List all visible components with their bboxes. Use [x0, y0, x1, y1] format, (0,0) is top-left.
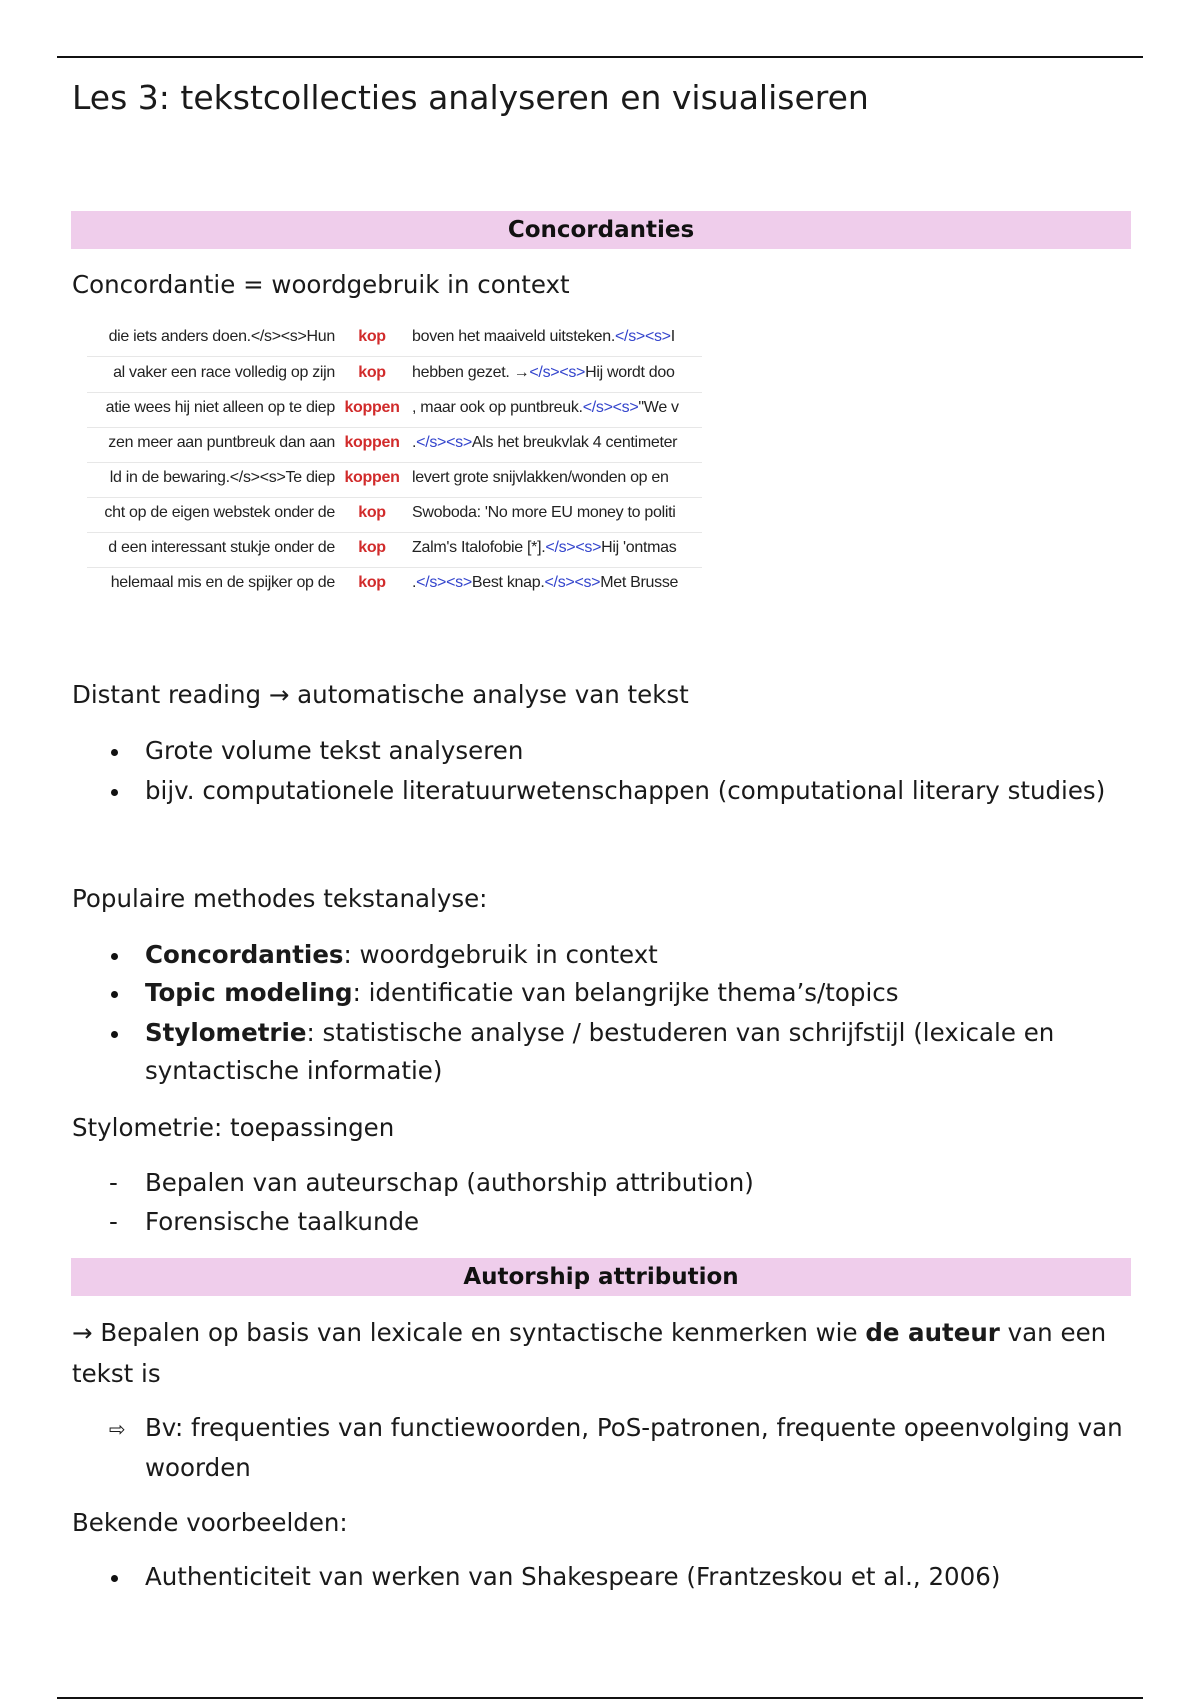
concordance-keyword: koppen — [344, 399, 400, 416]
attribution-text: → Bepalen op basis van lexicale en syntactische kenmerken wie — [72, 1318, 866, 1347]
bullet-icon — [111, 991, 118, 998]
concordance-right-context: hebben gezet. →</s><s>Hij wordt doo — [412, 364, 675, 381]
list-item — [109, 1018, 1055, 1047]
list-item — [109, 1562, 1001, 1591]
concordance-keyword: kop — [358, 539, 386, 556]
list-item — [109, 1207, 420, 1236]
concordance-row — [87, 320, 702, 357]
bullet-icon — [111, 789, 118, 796]
concordance-row — [87, 496, 702, 533]
concordance-keyword: kop — [358, 328, 386, 345]
method-description: : statistische analyse / bestuderen van schrijfstijl (lexicale en — [306, 1018, 1055, 1047]
method-description: : woordgebruik in context — [343, 940, 658, 969]
distant-reading-term: Distant reading — [72, 680, 262, 709]
sub-item — [109, 1413, 1123, 1442]
concordance-definition: Concordantie = woordgebruik in context — [72, 270, 570, 299]
section-banner-attribution: Autorship attribution — [71, 1258, 1131, 1296]
dash-icon: - — [109, 1207, 118, 1236]
list-item-text: Grote volume tekst analyseren — [145, 736, 524, 765]
bottom-rule — [57, 1697, 1143, 1699]
section-banner-concordanties: Concordanties — [71, 211, 1131, 249]
list-item — [109, 1168, 754, 1197]
list-item-text: Authenticiteit van werken van Shakespeare (Frantzeskou et al., 2006) — [145, 1562, 1001, 1591]
concordance-right-context: .</s><s>Als het breukvlak 4 centimeter — [412, 434, 678, 451]
list-item — [109, 978, 899, 1007]
concordance-right-context: Swoboda: 'No more EU money to politi — [412, 504, 676, 521]
attribution-definition-continued: tekst is — [72, 1359, 161, 1388]
method-term: Stylometrie — [145, 1018, 307, 1047]
bullet-icon — [111, 1575, 118, 1582]
concordance-keyword: koppen — [344, 434, 400, 451]
concordance-keyword: kop — [358, 504, 386, 521]
distant-reading-line — [72, 680, 689, 709]
concordance-right-context: , maar ook op puntbreuk.</s><s>"We v — [412, 399, 679, 416]
concordance-keyword: kop — [358, 574, 386, 591]
examples-heading: Bekende voorbeelden: — [72, 1508, 348, 1537]
concordance-left-context: ld in de bewaring.</s><s>Te diep — [109, 469, 335, 486]
concordance-left-context: helemaal mis en de spijker op de — [110, 574, 335, 591]
concordance-right-context: boven het maaiveld uitsteken.</s><s>I — [412, 328, 675, 345]
concordance-left-context: d een interessant stukje onder de — [108, 539, 335, 556]
concordance-right-context: levert grote snijvlakken/wonden op en — [412, 469, 669, 486]
concordance-right-context: .</s><s>Best knap.</s><s>Met Brusse — [412, 574, 679, 591]
method-term: Topic modeling — [145, 978, 353, 1007]
concordance-row — [87, 356, 702, 393]
sub-item-text-continued: woorden — [145, 1453, 251, 1482]
method-description: : identificatie van belangrijke thema’s/topics — [352, 978, 899, 1007]
bullet-icon — [111, 953, 118, 960]
stylometrie-heading: Stylometrie: toepassingen — [72, 1113, 395, 1142]
concordance-row — [87, 461, 702, 498]
concordance-row — [87, 531, 702, 568]
list-item-text: Forensische taalkunde — [145, 1207, 420, 1236]
concordance-left-context: atie wees hij niet alleen op te diep — [105, 399, 335, 416]
list-item-text: bijv. computationele literatuurwetenschappen (computational literary studies) — [145, 776, 1106, 805]
bullet-icon — [111, 1031, 118, 1038]
bullet-icon — [111, 749, 118, 756]
list-item-text: Bepalen van auteurschap (authorship attribution) — [145, 1168, 754, 1197]
concordance-table — [87, 320, 702, 592]
concordance-left-context: die iets anders doen.</s><s>Hun — [108, 328, 335, 345]
concordance-left-context: al vaker een race volledig op zijn — [113, 364, 335, 381]
concordance-left-context: zen meer aan puntbreuk dan aan — [108, 434, 335, 451]
attribution-bold-term: de auteur — [865, 1318, 1000, 1347]
page-title: Les 3: tekstcollecties analyseren en visualiseren — [72, 78, 869, 117]
concordance-row — [87, 426, 702, 463]
sub-item-text: Bv: frequenties van functiewoorden, PoS-patronen, frequente opeenvolging van — [145, 1413, 1123, 1442]
concordance-row — [87, 566, 702, 592]
arrow-right-icon: → — [268, 680, 290, 709]
method-term: Concordanties — [145, 940, 344, 969]
hollow-arrow-icon: ⇨ — [109, 1417, 126, 1441]
attribution-definition — [72, 1318, 1106, 1347]
dash-icon: - — [109, 1168, 118, 1197]
method-description-continued: syntactische informatie) — [145, 1056, 443, 1085]
concordance-right-context: Zalm's Italofobie [*].</s><s>Hij 'ontmas — [412, 539, 677, 556]
list-item — [109, 940, 658, 969]
concordance-keyword: kop — [358, 364, 386, 381]
distant-reading-definition: automatische analyse van tekst — [297, 680, 689, 709]
top-rule — [57, 56, 1143, 58]
methods-heading: Populaire methodes tekstanalyse: — [72, 884, 488, 913]
concordance-row — [87, 391, 702, 428]
concordance-keyword: koppen — [344, 469, 400, 486]
list-item — [109, 776, 1106, 805]
list-item — [109, 736, 524, 765]
attribution-text: van een — [999, 1318, 1107, 1347]
concordance-left-context: cht op de eigen webstek onder de — [104, 504, 335, 521]
